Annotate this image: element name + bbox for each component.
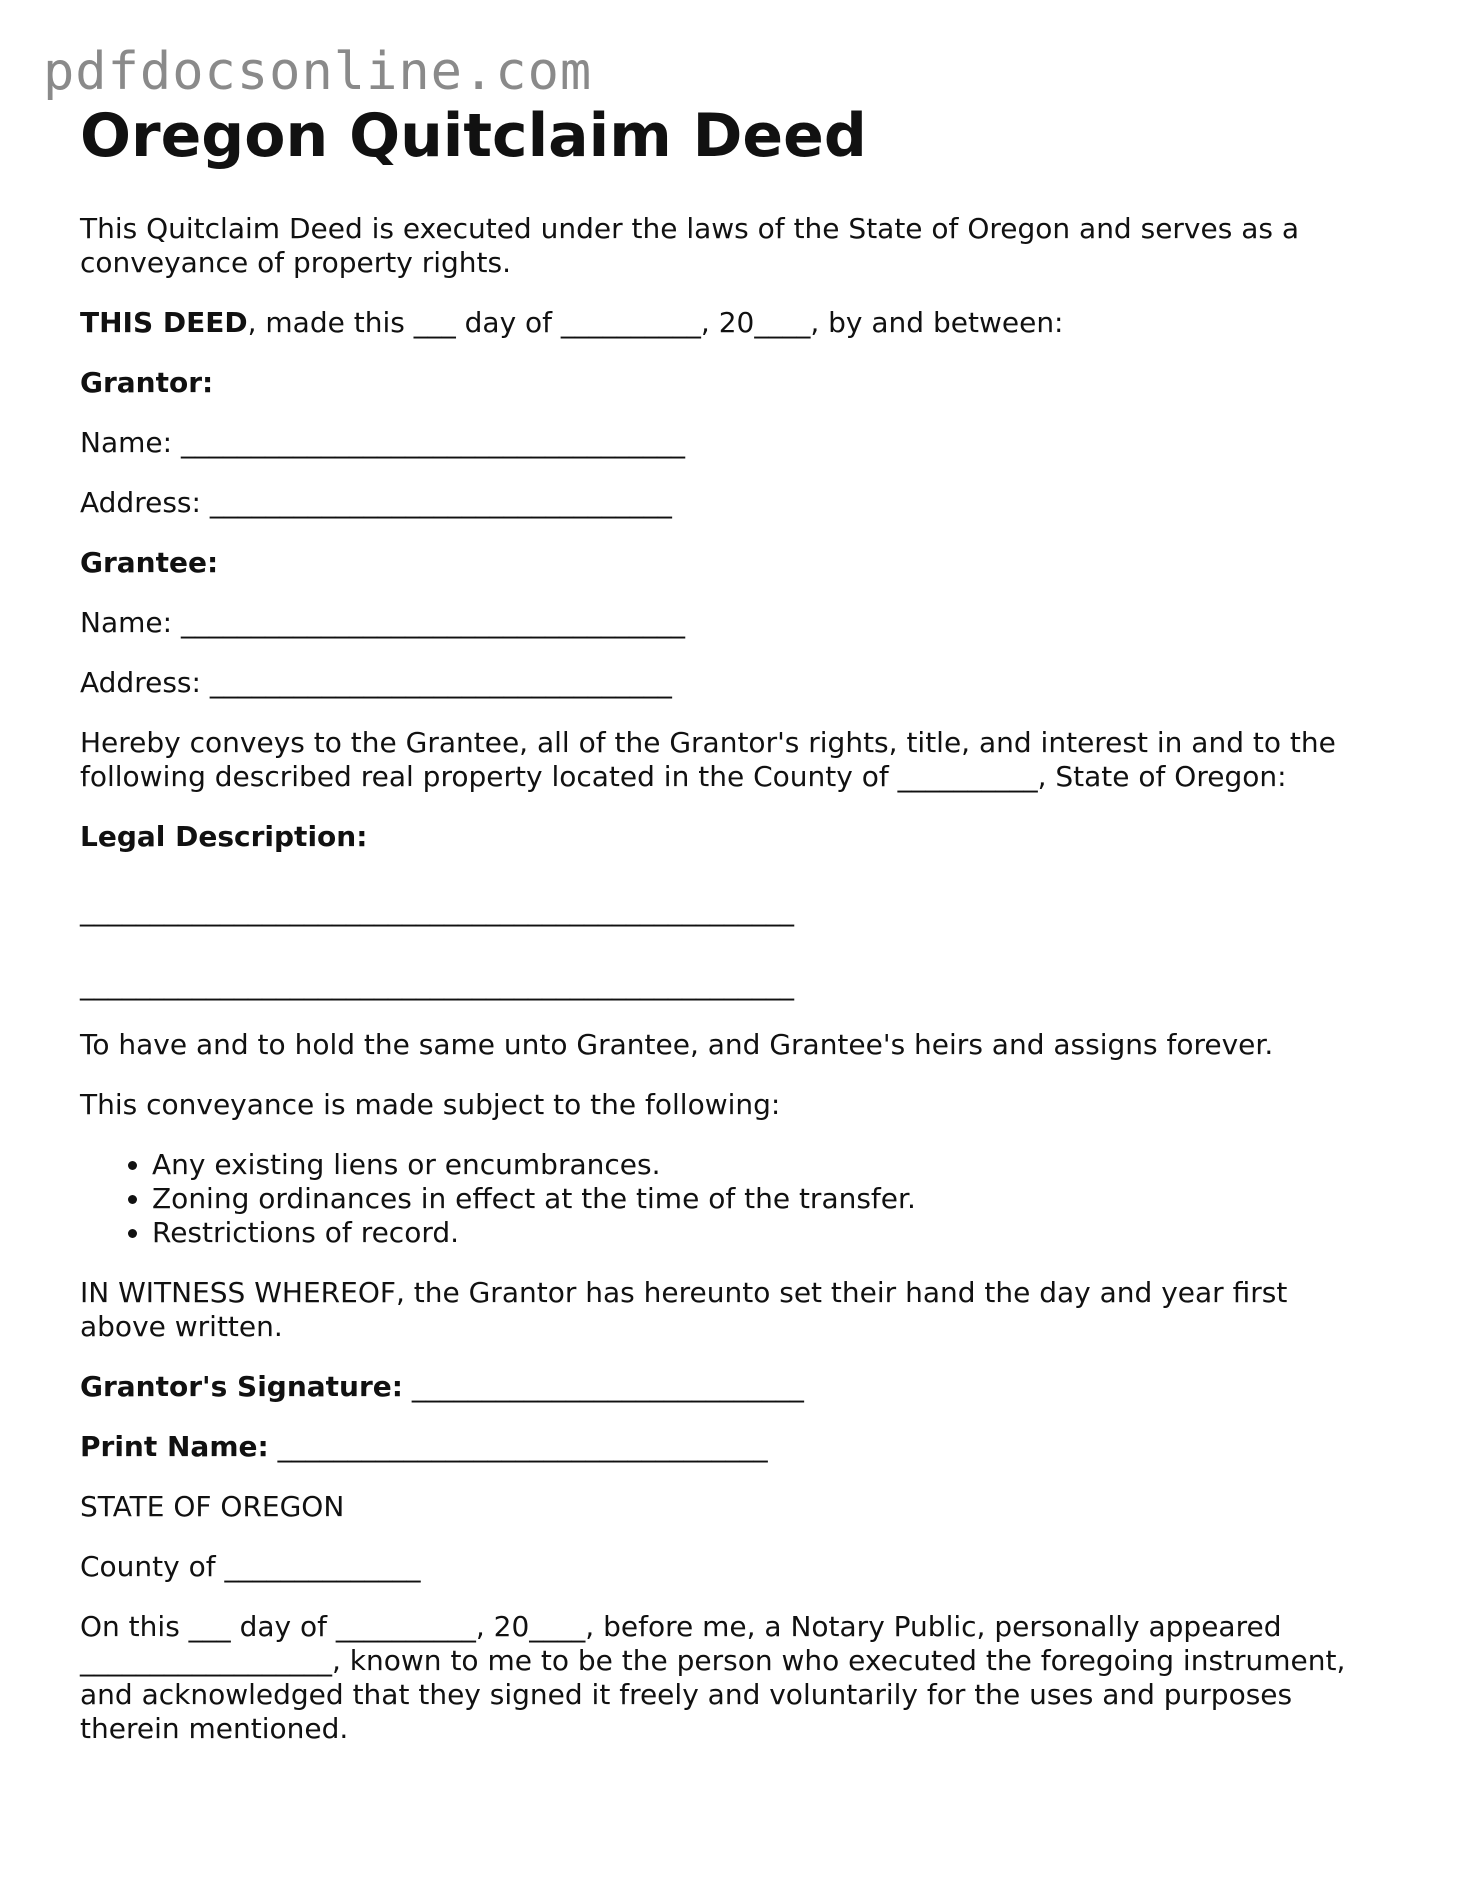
watermark: pdfdocsonline.com [43, 42, 593, 102]
signature-label: Grantor's Signature: [80, 1370, 403, 1403]
subject-intro: This conveyance is made subject to the following: [80, 1088, 781, 1121]
deed-date-line [80, 306, 1380, 340]
list-item: • Restrictions of record. [152, 1216, 1380, 1250]
signature-line [80, 1370, 1380, 1404]
subject-list [80, 1148, 1380, 1250]
grantee-address-line: Address: _________________________________ [80, 666, 672, 699]
legal-description-line-1: ___________________________________________________ [80, 894, 794, 927]
list-item: • Any existing liens or encumbrances. [152, 1148, 1380, 1182]
notary-paragraph: On this ___ day of __________, 20____, before me, a Notary Public, personally appeared __________________, known to me to be the person who executed the foregoing instrument, and acknowledged that they signed it freely and voluntarily for the uses and purposes therein mentioned. [80, 1610, 1346, 1745]
print-name-label: Print Name: [80, 1430, 269, 1463]
document-title: Oregon Quitclaim Deed [80, 101, 867, 171]
grantee-heading: Grantee: [80, 546, 219, 579]
grantor-heading: Grantor: [80, 366, 214, 399]
county-line: County of ______________ [80, 1550, 421, 1583]
grantor-name-line: Name: ____________________________________ [80, 426, 685, 459]
list-item: • Zoning ordinances in effect at the time of the transfer. [152, 1182, 1380, 1216]
deed-lead: THIS DEED [80, 306, 248, 339]
deed-date-text: , made this ___ day of __________, 20____, by and between: [247, 306, 1064, 339]
habendum-paragraph: To have and to hold the same unto Grantee, and Grantee's heirs and assigns forever. [80, 1028, 1274, 1061]
state-line: STATE OF OREGON [80, 1490, 345, 1523]
print-name-line [80, 1430, 1380, 1464]
witness-paragraph: IN WITNESS WHEREOF, the Grantor has hereunto set their hand the day and year first above written. [80, 1276, 1288, 1343]
print-name-blank: ___________________________________ [268, 1430, 768, 1463]
legal-description-heading: Legal Description: [80, 820, 368, 853]
conveyance-paragraph: Hereby conveys to the Grantee, all of the Grantor's rights, title, and interest in and to the following described real property located in the County of __________, State of Oregon: [80, 726, 1336, 793]
grantee-name-line: Name: ____________________________________ [80, 606, 685, 639]
document-page [80, 100, 1380, 1772]
signature-blank: ____________________________ [402, 1370, 804, 1403]
grantor-address-line: Address: _________________________________ [80, 486, 672, 519]
legal-description-line-2: ___________________________________________________ [80, 968, 794, 1001]
intro-paragraph: This Quitclaim Deed is executed under the laws of the State of Oregon and serves as a conveyance of property rights. [80, 212, 1300, 279]
